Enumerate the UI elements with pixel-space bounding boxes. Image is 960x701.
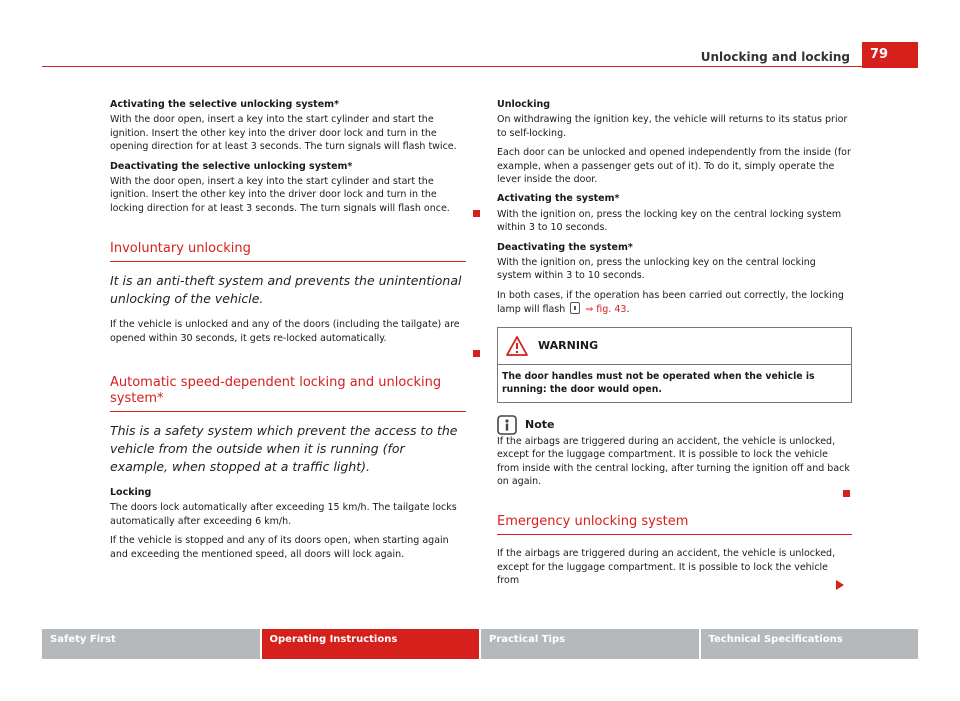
page-number: 79: [862, 42, 918, 68]
footer-tab-operating-instructions[interactable]: Operating Instructions: [262, 629, 480, 659]
note-text: If the airbags are triggered during an accident, the vehicle is unlocked, except for the luggage compartment. It is possible to lock the vehicle from inside with the central locking, after turning the ignition off and back on again.: [497, 435, 850, 487]
text-deactivate-selective: With the door open, insert a key into the start cylinder and start the ignition. Insert the other key into the driver door lock and turn in the locking direction for at least 3 seconds. The turn signals will flash once.: [110, 176, 450, 214]
text-both-cases-body: In both cases, if the operation has been carried out correctly, the locking lamp will flash: [497, 289, 844, 316]
heading-deactivate-system: Deactivating the system*: [497, 241, 633, 253]
lead-involuntary: It is an anti-theft system and prevents the unintentional unlocking of the vehicle.: [110, 273, 462, 307]
note-info-icon: [497, 415, 517, 435]
heading-locking: Locking: [110, 487, 152, 499]
warning-triangle-icon: [506, 336, 528, 356]
continue-arrow-icon: [836, 580, 844, 590]
text-activate-selective: With the door open, insert a key into the start cylinder and start the ignition. Insert the other key into the driver door lock and turn in the opening direction for at least 3 seconds. The turn signals will flash twice.: [110, 114, 457, 153]
text-both-cases: In both cases, if the operation has been carried out correctly, the locking lamp will flash ⇒ fig. 43.: [497, 289, 844, 316]
section-end-marker: [843, 490, 850, 497]
header-rule: [42, 66, 918, 67]
heading-deactivate-selective: Deactivating the selective unlocking system*: [110, 160, 353, 172]
heading-activate-selective: Activating the selective unlocking system*: [110, 99, 340, 110]
section-title-emergency: Emergency unlocking system: [497, 514, 852, 535]
section-end-marker: [473, 210, 480, 217]
text-emergency: If the airbags are triggered during an accident, the vehicle is unlocked, except for the luggage compartment. It is possible to lock the vehicle from: [497, 548, 836, 587]
text-deactivate-system: With the ignition on, press the unlocking key on the central locking system within 3 to 10 seconds.: [497, 257, 816, 282]
text-locking-2: If the vehicle is stopped and any of its doors open, when starting again and exceeding the mentioned speed, all doors will lock again.: [110, 535, 449, 560]
page-header-title: Unlocking and locking: [700, 50, 850, 64]
warning-header: [498, 328, 851, 365]
footer-tab-technical-specifications[interactable]: Technical Specifications: [701, 629, 919, 659]
section-title-speed: Automatic speed-dependent locking and unlocking system*: [110, 375, 466, 412]
lead-speed: This is a safety system which prevent the access to the vehicle from the outside when it is running (for example, when stopped at a traffic light).: [110, 423, 458, 475]
text-unlocking-1: On withdrawing the ignition key, the vehicle will returns to its status prior to self-locking.: [497, 114, 848, 139]
locking-lamp-icon: [570, 302, 580, 314]
heading-unlocking: Unlocking: [497, 99, 551, 110]
text-unlocking-2: Each door can be unlocked and opened independently from the inside (for example, when a passenger gets out of it). To do it, simply operate the lever inside the door.: [497, 147, 851, 186]
text-involuntary: If the vehicle is unlocked and any of the doors (including the tailgate) are opened within 30 seconds, it gets re-locked automatically.: [110, 319, 460, 344]
left-column: [110, 98, 466, 567]
warning-text: The door handles must not be operated when the vehicle is running: the door would open.: [502, 370, 815, 395]
footer-nav: [42, 629, 918, 659]
section-title-involuntary: Involuntary unlocking: [110, 241, 466, 262]
figure-link[interactable]: ⇒ fig. 43: [585, 304, 627, 316]
right-column: [497, 98, 852, 594]
warning-label: WARNING: [538, 338, 599, 352]
footer-tab-safety-first[interactable]: Safety First: [42, 629, 260, 659]
section-end-marker: [473, 350, 480, 357]
warning-box: [497, 327, 852, 403]
heading-activate-system: Activating the system*: [497, 193, 620, 205]
footer-tab-practical-tips[interactable]: Practical Tips: [481, 629, 699, 659]
note-label: Note: [525, 417, 555, 431]
text-activate-system: With the ignition on, press the locking key on the central locking system within 3 to 10 seconds.: [497, 208, 842, 234]
note-header: [497, 415, 852, 435]
text-locking-1: The doors lock automatically after exceeding 15 km/h. The tailgate locks automatically after exceeding 6 km/h.: [110, 502, 457, 527]
